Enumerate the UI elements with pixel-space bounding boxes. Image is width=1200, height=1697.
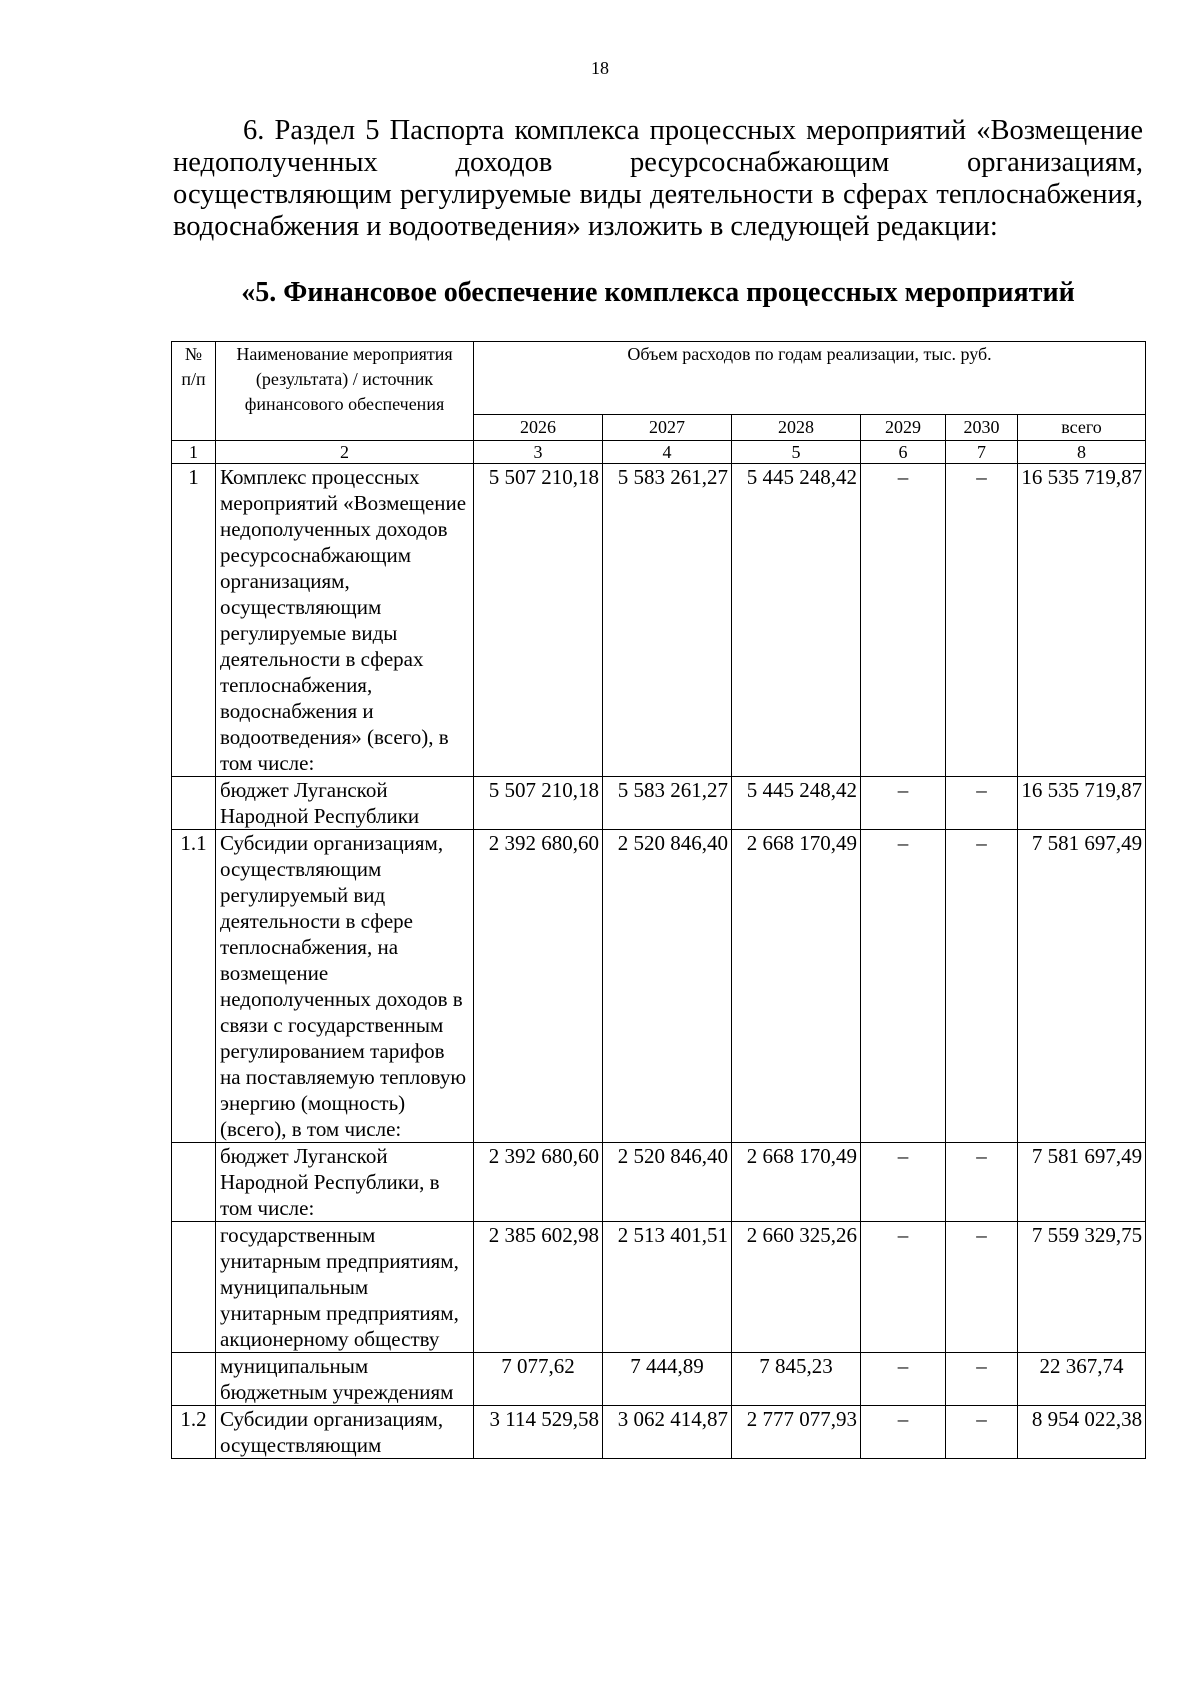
row-total-value: 7 559 329,75 [1018,1222,1146,1353]
header-year: 2027 [603,415,732,441]
row-total-value: 16 535 719,87 [1018,464,1146,777]
row-year-value: – [861,1406,946,1459]
row-year-value: 5 445 248,42 [732,777,861,830]
row-number [172,777,216,830]
row-year-value: 7 444,89 [603,1353,732,1406]
row-number: 1.1 [172,830,216,1143]
column-index: 5 [732,441,861,464]
row-year-value: – [861,777,946,830]
row-year-value: – [946,1143,1018,1222]
row-year-value: 5 445 248,42 [732,464,861,777]
row-year-value: – [861,464,946,777]
row-year-value: – [946,464,1018,777]
row-year-value: – [946,1406,1018,1459]
intro-paragraph: 6. Раздел 5 Паспорта комплекса процессных мероприятий «Возмещение недополученных доходов ресурсоснабжающим организациям, осуществляющим регулируемые виды деятельности в сферах теплоснабжения, водоснабжения и водоотведения» изложить в следующей редакции: [173,115,1143,242]
row-year-value: – [861,1222,946,1353]
row-name: бюджет Луганской Народной Республики [216,777,474,830]
row-year-value: 5 583 261,27 [603,777,732,830]
row-year-value: 2 777 077,93 [732,1406,861,1459]
header-year: 2028 [732,415,861,441]
row-year-value: 3 114 529,58 [474,1406,603,1459]
column-index: 6 [861,441,946,464]
column-index: 2 [216,441,474,464]
header-row [172,342,1146,415]
row-year-value: 2 513 401,51 [603,1222,732,1353]
row-year-value: 2 668 170,49 [732,830,861,1143]
row-year-value: 2 385 602,98 [474,1222,603,1353]
row-year-value: 2 392 680,60 [474,1143,603,1222]
row-year-value: 2 520 846,40 [603,830,732,1143]
header-year: 2029 [861,415,946,441]
header-volume: Объем расходов по годам реализации, тыс. руб. [474,342,1146,415]
row-year-value: – [861,1143,946,1222]
table-row [172,464,1146,777]
row-total-value: 7 581 697,49 [1018,1143,1146,1222]
row-year-value: – [861,830,946,1143]
row-total-value: 22 367,74 [1018,1353,1146,1406]
row-total-value: 7 581 697,49 [1018,830,1146,1143]
table-row [172,777,1146,830]
row-number: 1 [172,464,216,777]
row-year-value: 2 668 170,49 [732,1143,861,1222]
column-index: 4 [603,441,732,464]
header-year: 2030 [946,415,1018,441]
page-number: 18 [591,58,609,78]
table-row [172,1143,1146,1222]
row-name: Комплекс процессных мероприятий «Возмещение недополученных доходов ресурсоснабжающим организациям, осуществляющим регулируемые виды деятельности в сферах теплоснабжения, водоснабжения и водоотведения» (всего), в том числе: [216,464,474,777]
row-year-value: – [946,1353,1018,1406]
row-year-value: 5 583 261,27 [603,464,732,777]
row-number [172,1353,216,1406]
row-year-value: 7 845,23 [732,1353,861,1406]
header-number: № п/п [172,342,216,441]
row-name: муниципальным бюджетным учреждениям [216,1353,474,1406]
row-number [172,1143,216,1222]
column-index: 7 [946,441,1018,464]
row-year-value: – [861,1353,946,1406]
row-year-value: 2 520 846,40 [603,1143,732,1222]
column-index: 1 [172,441,216,464]
row-year-value: 5 507 210,18 [474,777,603,830]
row-name: бюджет Луганской Народной Республики, в том числе: [216,1143,474,1222]
row-name: государственным унитарным предприятиям, муниципальным унитарным предприятиям, акционерному обществу [216,1222,474,1353]
row-number [172,1222,216,1353]
row-name: Субсидии организациям, осуществляющим регулируемый вид деятельности в сфере теплоснабжения, на возмещение недополученных доходов в связи с государственным регулированием тарифов на поставляемую тепловую энергию (мощность) (всего), в том числе: [216,830,474,1143]
row-year-value: 3 062 414,87 [603,1406,732,1459]
header-name: Наименование мероприятия (результата) / источник финансового обеспечения [216,342,474,441]
row-year-value: 5 507 210,18 [474,464,603,777]
table-row [172,1406,1146,1459]
row-year-value: – [946,1222,1018,1353]
row-name: Субсидии организациям, осуществляющим [216,1406,474,1459]
row-year-value: 2 392 680,60 [474,830,603,1143]
section-title: «5. Финансовое обеспечение комплекса процессных мероприятий [241,277,1075,308]
row-total-value: 8 954 022,38 [1018,1406,1146,1459]
table-row [172,1353,1146,1406]
row-year-value: 7 077,62 [474,1353,603,1406]
table-row [172,1222,1146,1353]
column-index: 8 [1018,441,1146,464]
column-index: 3 [474,441,603,464]
row-year-value: – [946,777,1018,830]
header-year: 2026 [474,415,603,441]
row-number: 1.2 [172,1406,216,1459]
table-row [172,830,1146,1143]
row-year-value: – [946,830,1018,1143]
row-total-value: 16 535 719,87 [1018,777,1146,830]
row-year-value: 2 660 325,26 [732,1222,861,1353]
header-total: всего [1018,415,1146,441]
financing-table [171,341,1146,1459]
column-index-row [172,441,1146,464]
